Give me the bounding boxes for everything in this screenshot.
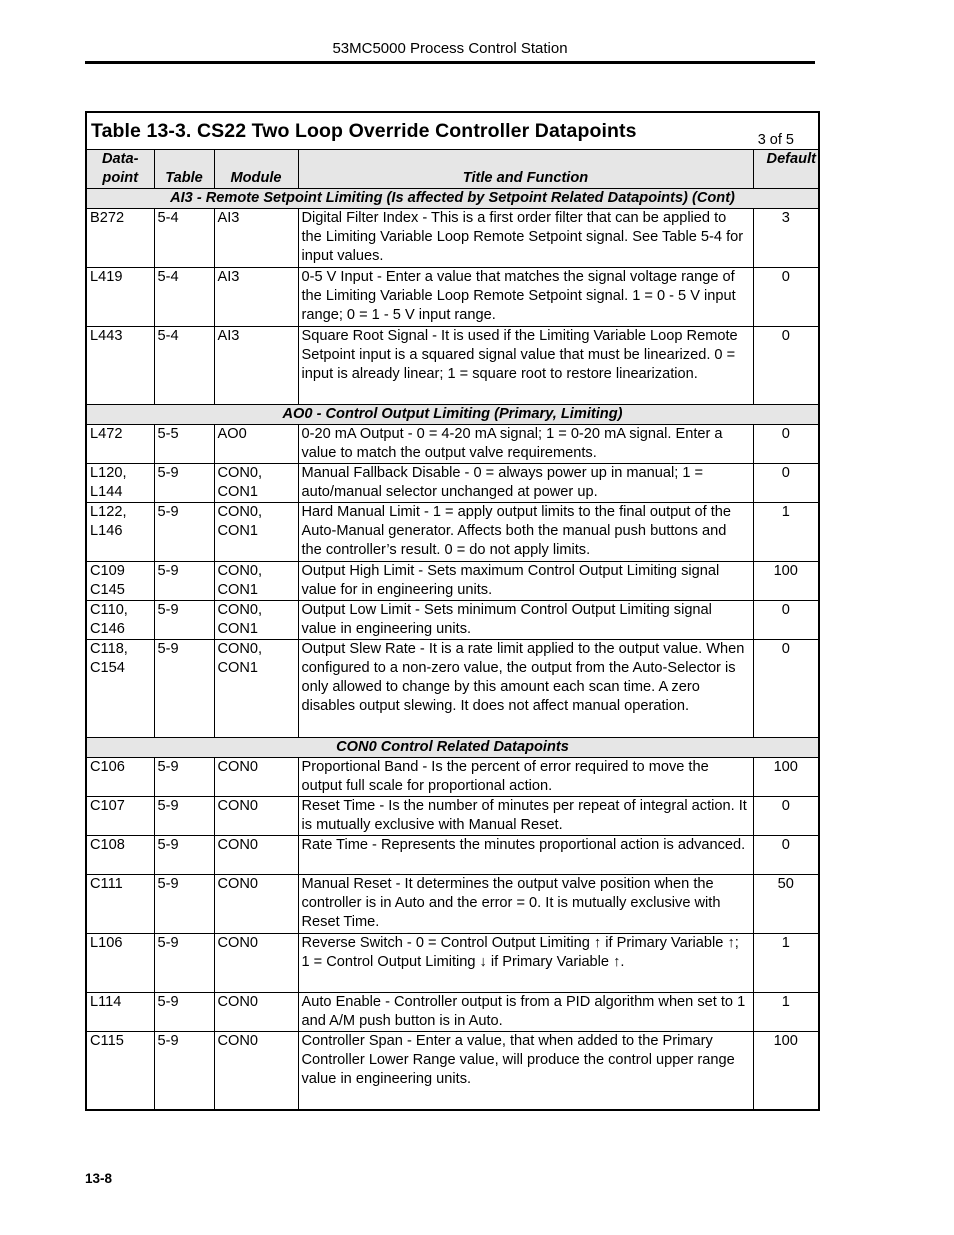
title-function-cell: Digital Filter Index - This is a first order filter that can be applied to the Limiting Variable Loop Remote Setpoint signal. See Table 5-4 for input values.: [298, 209, 753, 268]
module-cell: AI3: [214, 268, 298, 327]
default-value-cell: 0: [753, 268, 819, 327]
title-function-cell: Auto Enable - Controller output is from a PID algorithm when set to 1 and A/M push button is in Auto.: [298, 993, 753, 1032]
default-value-cell: 0: [753, 836, 819, 875]
section-heading-row: [86, 405, 819, 425]
column-header-module: Module: [214, 150, 298, 189]
module-cell: CON0: [214, 758, 298, 797]
section-heading-row: [86, 738, 819, 758]
column-header-default: Default: [753, 150, 819, 189]
default-value-cell: 50: [753, 875, 819, 934]
module-cell: CON0: [214, 797, 298, 836]
table-ref-cell: 5-9: [154, 758, 214, 797]
default-value-cell: 100: [753, 758, 819, 797]
title-function-cell: Output Low Limit - Sets minimum Control Output Limiting signal value in engineering units.: [298, 601, 753, 640]
section-heading: AO0 - Control Output Limiting (Primary, Limiting): [86, 405, 819, 425]
table-row: [86, 836, 819, 875]
table-ref-cell: 5-9: [154, 875, 214, 934]
page-header-title: 53MC5000 Process Control Station: [332, 40, 568, 57]
module-cell: CON0, CON1: [214, 601, 298, 640]
table-row: [86, 640, 819, 738]
table-row: [86, 503, 819, 562]
page-number: 13-8: [85, 1171, 113, 1186]
column-header-title-function: Title and Function: [298, 150, 753, 189]
default-value-cell: 3: [753, 209, 819, 268]
datapoint-cell: B272: [86, 209, 154, 268]
default-value-cell: 0: [753, 797, 819, 836]
datapoint-cell: C108: [86, 836, 154, 875]
table-ref-cell: 5-9: [154, 503, 214, 562]
title-function-cell: Manual Reset - It determines the output valve position when the controller is in Auto and the error = 0. It is mutually exclusive with Reset Time.: [298, 875, 753, 934]
table-row: [86, 993, 819, 1032]
title-function-cell: Hard Manual Limit - 1 = apply output limits to the final output of the Auto-Manual generator. Affects both the manual push buttons and the controller’s result. 0 = do not apply limits.: [298, 503, 753, 562]
table-row: [86, 209, 819, 268]
title-function-cell: Proportional Band - Is the percent of error required to move the output full scale for proportional action.: [298, 758, 753, 797]
table-title-row: [86, 112, 819, 150]
table-body: [86, 112, 819, 1110]
table-row: [86, 562, 819, 601]
table-row: [86, 934, 819, 993]
default-value-cell: 0: [753, 640, 819, 738]
datapoint-cell: L106: [86, 934, 154, 993]
title-function-cell: Output High Limit - Sets maximum Control Output Limiting signal value for in engineering units.: [298, 562, 753, 601]
default-value-cell: 1: [753, 934, 819, 993]
table-title: Table 13-3. CS22 Two Loop Override Controller Datapoints: [91, 120, 637, 142]
module-cell: CON0: [214, 836, 298, 875]
table-row: [86, 425, 819, 464]
default-value-cell: 1: [753, 503, 819, 562]
table-ref-cell: 5-9: [154, 464, 214, 503]
table-ref-cell: 5-9: [154, 601, 214, 640]
section-heading-row: [86, 189, 819, 209]
title-function-cell: Reset Time - Is the number of minutes per repeat of integral action. It is mutually exclusive with Manual Reset.: [298, 797, 753, 836]
table-ref-cell: 5-9: [154, 934, 214, 993]
title-function-cell: 0-5 V Input - Enter a value that matches the signal voltage range of the Limiting Variable Loop Remote Setpoint signal. 1 = 0 - 5 V input range; 0 = 1 - 5 V input range.: [298, 268, 753, 327]
table-ref-cell: 5-5: [154, 425, 214, 464]
table-ref-cell: 5-9: [154, 640, 214, 738]
table-ref-cell: 5-4: [154, 209, 214, 268]
title-function-cell: 0-20 mA Output - 0 = 4-20 mA signal; 1 = 0-20 mA signal. Enter a value to match the output valve requirements.: [298, 425, 753, 464]
table-row: [86, 601, 819, 640]
section-heading: CON0 Control Related Datapoints: [86, 738, 819, 758]
title-function-cell: Rate Time - Represents the minutes proportional action is advanced.: [298, 836, 753, 875]
table-ref-cell: 5-9: [154, 836, 214, 875]
table-ref-cell: 5-4: [154, 268, 214, 327]
default-value-cell: 0: [753, 601, 819, 640]
default-value-cell: 100: [753, 562, 819, 601]
datapoint-cell: L114: [86, 993, 154, 1032]
column-header-datapoint-line2: point: [102, 170, 139, 186]
datapoint-cell: C110, C146: [86, 601, 154, 640]
datapoint-cell: C107: [86, 797, 154, 836]
default-value-cell: 0: [753, 425, 819, 464]
datapoint-cell: L419: [86, 268, 154, 327]
title-function-cell: Reverse Switch - 0 = Control Output Limiting ↑ if Primary Variable ↑; 1 = Control Output Limiting ↓ if Primary Variable ↑.: [298, 934, 753, 993]
datapoint-cell: L472: [86, 425, 154, 464]
table-row: [86, 268, 819, 327]
default-value-cell: 0: [753, 464, 819, 503]
title-function-cell: Controller Span - Enter a value, that when added to the Primary Controller Lower Range value, will produce the control upper range value in engineering units.: [298, 1032, 753, 1110]
datapoint-cell: L122, L146: [86, 503, 154, 562]
module-cell: CON0: [214, 1032, 298, 1110]
datapoint-cell: C109 C145: [86, 562, 154, 601]
table-row: [86, 875, 819, 934]
datapoints-table: [85, 111, 820, 1111]
column-header-table: Table: [154, 150, 214, 189]
datapoint-cell: C118, C154: [86, 640, 154, 738]
table-row: [86, 758, 819, 797]
datapoint-cell: C106: [86, 758, 154, 797]
header-rule: [85, 61, 815, 64]
default-value-cell: 100: [753, 1032, 819, 1110]
table-ref-cell: 5-9: [154, 797, 214, 836]
module-cell: CON0, CON1: [214, 562, 298, 601]
table-page-indicator: 3 of 5: [757, 132, 794, 148]
section-heading: AI3 - Remote Setpoint Limiting (Is affected by Setpoint Related Datapoints) (Cont): [86, 189, 819, 209]
module-cell: CON0, CON1: [214, 503, 298, 562]
datapoint-cell: C115: [86, 1032, 154, 1110]
module-cell: CON0, CON1: [214, 464, 298, 503]
table-title-cell: [86, 112, 819, 150]
column-header-datapoint: [86, 150, 154, 189]
datapoint-cell: L443: [86, 327, 154, 405]
table-ref-cell: 5-9: [154, 562, 214, 601]
module-cell: AI3: [214, 327, 298, 405]
table-ref-cell: 5-9: [154, 1032, 214, 1110]
table-ref-cell: 5-9: [154, 993, 214, 1032]
datapoint-cell: L120, L144: [86, 464, 154, 503]
module-cell: CON0: [214, 993, 298, 1032]
module-cell: CON0: [214, 875, 298, 934]
module-cell: AI3: [214, 209, 298, 268]
title-function-cell: Output Slew Rate - It is a rate limit applied to the output value. When configured to a non-zero value, the output from the Auto-Selector is only allowed to change by this amount each scan time. A zero disables output slewing. It does not affect manual operation.: [298, 640, 753, 738]
module-cell: CON0, CON1: [214, 640, 298, 738]
table-row: [86, 797, 819, 836]
table-row: [86, 1032, 819, 1110]
title-function-cell: Square Root Signal - It is used if the Limiting Variable Loop Remote Setpoint input is a squared signal value that must be linearized. 0 = input is already linear; 1 = square root to restore linearization.: [298, 327, 753, 405]
title-function-cell: Manual Fallback Disable - 0 = always power up in manual; 1 = auto/manual selector unchanged at power up.: [298, 464, 753, 503]
datapoint-cell: C111: [86, 875, 154, 934]
table-ref-cell: 5-4: [154, 327, 214, 405]
column-header-row: [86, 150, 819, 189]
table-row: [86, 464, 819, 503]
module-cell: AO0: [214, 425, 298, 464]
table-row: [86, 327, 819, 405]
default-value-cell: 1: [753, 993, 819, 1032]
module-cell: CON0: [214, 934, 298, 993]
column-header-datapoint-line1: Data-: [102, 151, 139, 167]
default-value-cell: 0: [753, 327, 819, 405]
